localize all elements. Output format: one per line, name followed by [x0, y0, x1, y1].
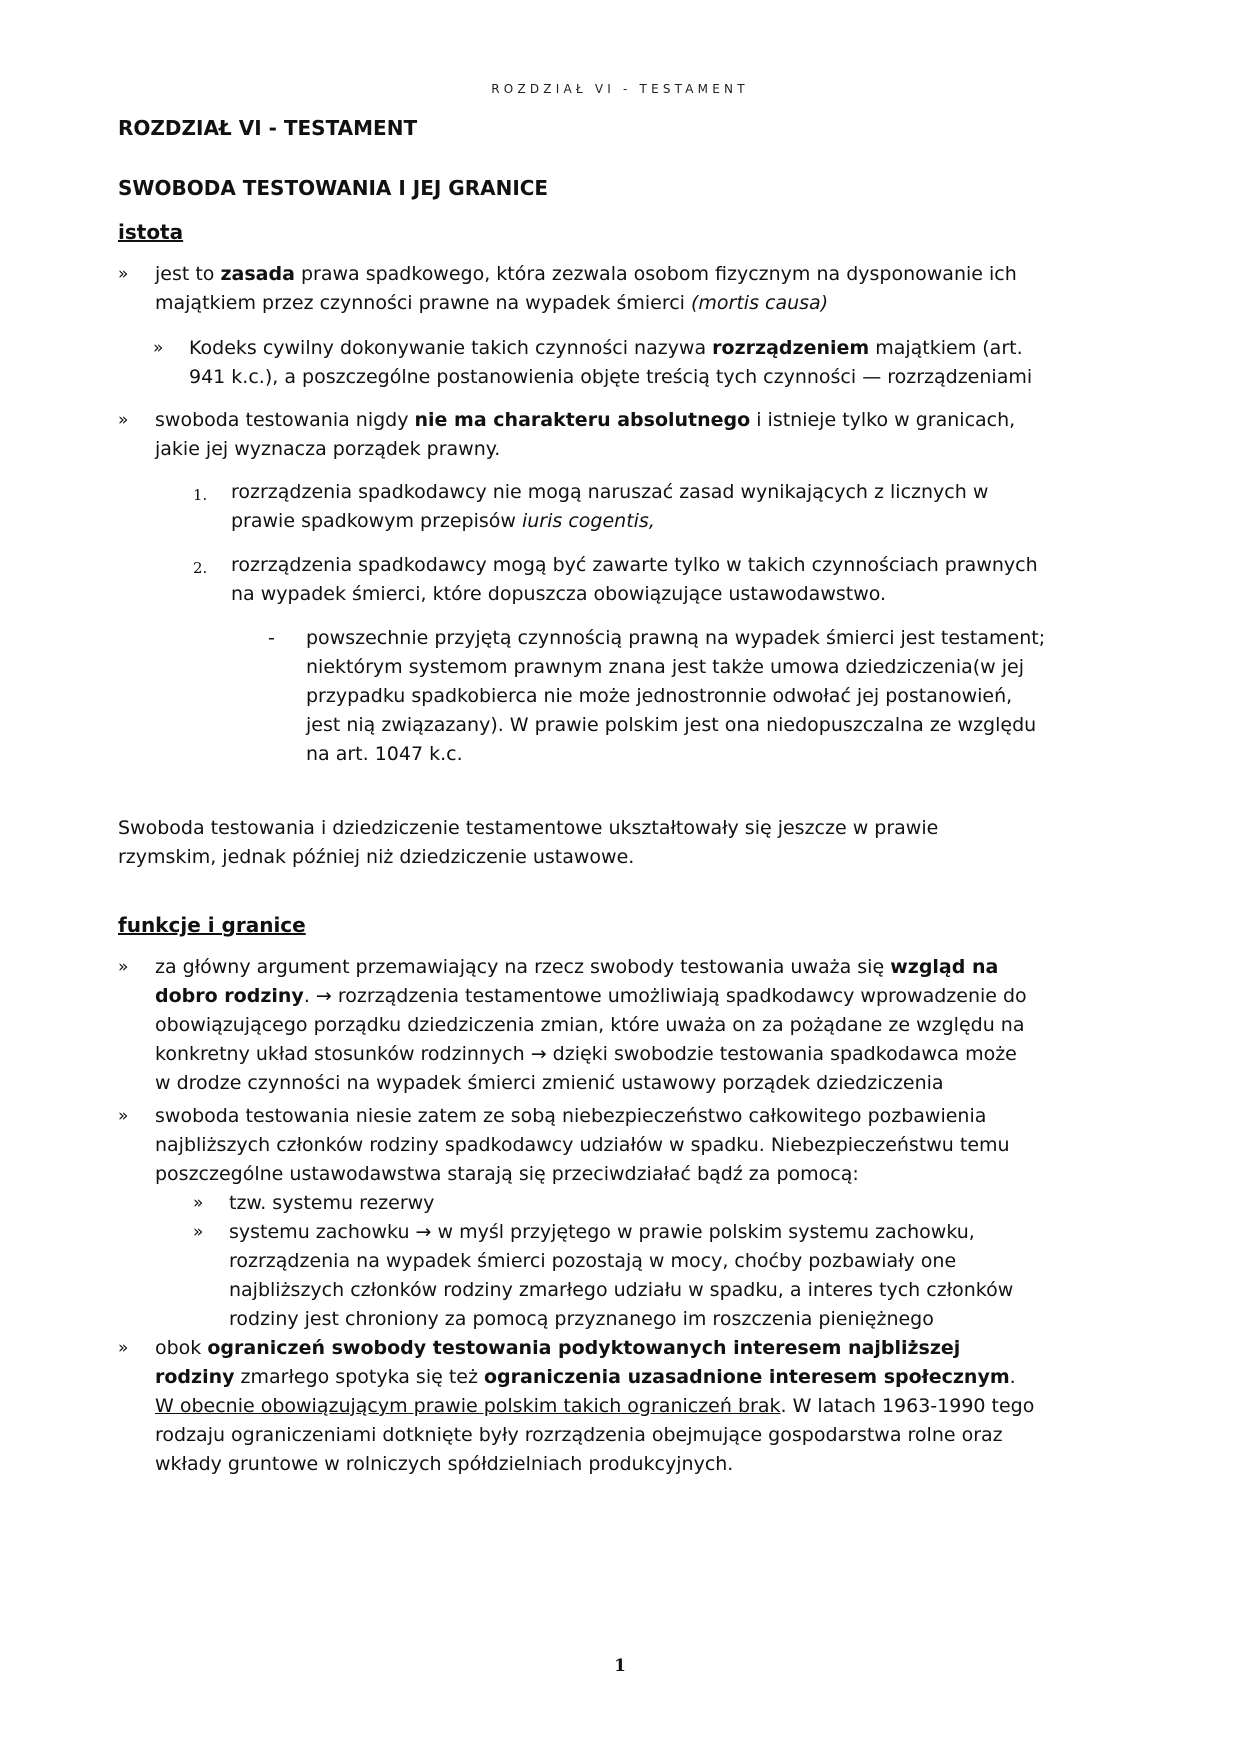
chapter-title: ROZDZIAŁ VI - TESTAMENT [118, 116, 418, 140]
text-line [155, 1392, 1145, 1421]
text-run: jest to [155, 263, 221, 285]
list-number: 1. [193, 486, 208, 504]
bullet-marker: » [118, 1338, 129, 1358]
text-line: jest nią związazany). W prawie polskim jest ona niedopuszczalna ze względu [306, 714, 1037, 736]
text-line: poszczególne ustawodawstwa starają się przeciwdziałać bądź za pomocą: [155, 1163, 859, 1185]
text-line: systemu zachowku → w myśl przyjętego w prawie polskim systemu zachowku, [229, 1221, 975, 1243]
text-line [231, 507, 1131, 536]
text-line [155, 289, 1135, 318]
bullet-marker: » [153, 338, 164, 358]
funkcje-bullet-2 [155, 1102, 1145, 1189]
bullet-marker: » [118, 410, 129, 430]
bullet-marker: » [118, 264, 129, 284]
text-run: za główny argument przemawiający na rzecz swobody testowania uważa się [155, 956, 891, 978]
istota-bullet-2 [155, 406, 1135, 464]
bold-text: nie ma charakteru absolutnego [414, 409, 751, 431]
text-line: konkretny układ stosunków rodzinnych → dzięki swobodzie testowania spadkodawca może [155, 1043, 1017, 1065]
page-number: 1 [614, 1656, 626, 1676]
text-line: przypadku spadkobierca nie może jednostronnie odwołać jej postanowień, [306, 685, 1013, 707]
text-line: niektórym systemom prawnym znana jest także umowa dziedziczenia(w jej [306, 656, 1025, 678]
text-line [155, 1363, 1145, 1392]
funkcje-bullet-3 [155, 1334, 1145, 1479]
istota-bullet-1 [155, 260, 1135, 318]
subheading-istota: istota [118, 220, 184, 244]
bullet-marker: » [193, 1193, 204, 1213]
text-line: w drodze czynności na wypadek śmierci zmienić ustawowy porządek dziedziczenia [155, 1072, 944, 1094]
text-line: na art. 1047 k.c. [306, 743, 463, 765]
text-run: obok [155, 1337, 208, 1359]
text-line [155, 260, 1135, 289]
funkcje-bullet-1 [155, 953, 1145, 1098]
text-run: . → rozrządzenia testamentowe umożliwiają spadkodawcy wprowadzenie do [303, 985, 1027, 1007]
text-line: rozrządzenia spadkodawcy nie mogą naruszać zasad wynikających z licznych w [231, 481, 989, 503]
text-run: prawie spadkowym przepisów [231, 510, 522, 532]
text-line [155, 1334, 1145, 1363]
bullet-marker: » [118, 957, 129, 977]
text-line: Swoboda testowania i dziedziczenie testamentowe ukształtowały się jeszcze w prawie [118, 817, 939, 839]
numbered-item-1 [231, 478, 1131, 536]
text-run: . [1009, 1366, 1016, 1388]
text-run: swoboda testowania nigdy [155, 409, 415, 431]
bold-text: zasada [220, 263, 295, 285]
bullet-marker: » [118, 1106, 129, 1126]
funkcje-subbullet-rezerwa: tzw. systemu rezerwy [229, 1192, 435, 1214]
istota-subbullet [189, 334, 1149, 392]
underlined-text: W obecnie obowiązującym prawie polskim takich ograniczeń brak [155, 1395, 781, 1417]
text-line: 941 k.c.), a poszczególne postanowienia objęte treścią tych czynności — rozrządzeniami [189, 366, 1033, 388]
text-line: swoboda testowania niesie zatem ze sobą niebezpieczeństwo całkowitego pozbawienia [155, 1105, 987, 1127]
text-line: rodzaju ograniczeniami dotknięte były rozrządzenia obejmujące gospodarstwa rolne oraz [155, 1424, 1003, 1446]
text-line [155, 406, 1135, 435]
body-paragraph [118, 814, 1138, 872]
bullet-marker: » [193, 1222, 204, 1242]
section-title: SWOBODA TESTOWANIA I JEJ GRANICE [118, 176, 549, 200]
text-line: rzymskim, jednak później niż dziedziczenie ustawowe. [118, 846, 635, 868]
text-line [155, 953, 1145, 982]
list-number: 2. [193, 559, 208, 577]
text-run: majątkiem (art. [869, 337, 1023, 359]
bold-text: ograniczenia uzasadnione interesem społecznym [484, 1366, 1010, 1388]
text-line: najbliższych członków rodziny spadkodawcy udziałów w spadku. Niebezpieczeństwu temu [155, 1134, 1010, 1156]
text-run: . W latach 1963-1990 tego [780, 1395, 1035, 1417]
text-run: Kodeks cywilny dokonywanie takich czynności nazywa [189, 337, 713, 359]
bold-text: rozrządzeniem [712, 337, 870, 359]
text-run: i istnieje tylko w granicach, [750, 409, 1016, 431]
funkcje-subbullet-zachowek [229, 1218, 1149, 1334]
text-line: najbliższych członków rodziny zmarłego udziału w spadku, a interes tych członków [229, 1279, 1014, 1301]
bold-text: dobro rodziny [155, 985, 304, 1007]
text-line: rozrządzenia na wypadek śmierci pozostają w mocy, choćby pozbawiały one [229, 1250, 957, 1272]
italic-text: (mortis causa) [691, 292, 829, 314]
text-line: rodziny jest chroniony za pomocą przyznanego im roszczenia pieniężnego [229, 1308, 934, 1330]
dash-marker: - [268, 627, 275, 649]
text-line: rozrządzenia spadkodawcy mogą być zawarte tylko w takich czynnościach prawnych [231, 554, 1038, 576]
italic-text: iuris cogentis, [521, 510, 655, 532]
numbered-item-2 [231, 551, 1151, 609]
bold-text: ograniczeń swobody testowania podyktowanych interesem najbliższej [207, 1337, 961, 1359]
text-line: jakie jej wyznacza porządek prawny. [155, 438, 501, 460]
text-run: majątkiem przez czynności prawne na wypadek śmierci [155, 292, 691, 314]
running-header: ROZDZIAŁ VI - TESTAMENT [491, 82, 749, 96]
text-line: powszechnie przyjętą czynnością prawną na wypadek śmierci jest testament; [306, 627, 1046, 649]
text-line: na wypadek śmierci, które dopuszcza obowiązujące ustawodawstwo. [231, 583, 887, 605]
subheading-funkcje: funkcje i granice [118, 913, 306, 937]
bold-text: rodziny [155, 1366, 235, 1388]
text-line [155, 982, 1145, 1011]
dash-item [306, 624, 1146, 769]
text-run: prawa spadkowego, która zezwala osobom fizycznym na dysponowanie ich [294, 263, 1017, 285]
text-line [189, 334, 1149, 363]
text-line: wkłady gruntowe w rolniczych spółdzielniach produkcyjnych. [155, 1453, 734, 1475]
text-line: obowiązującego porządku dziedziczenia zmian, które uważa on za pożądane ze względu na [155, 1014, 1025, 1036]
text-run: zmarłego spotyka się też [234, 1366, 484, 1388]
bold-text: wzgląd na [890, 956, 999, 978]
